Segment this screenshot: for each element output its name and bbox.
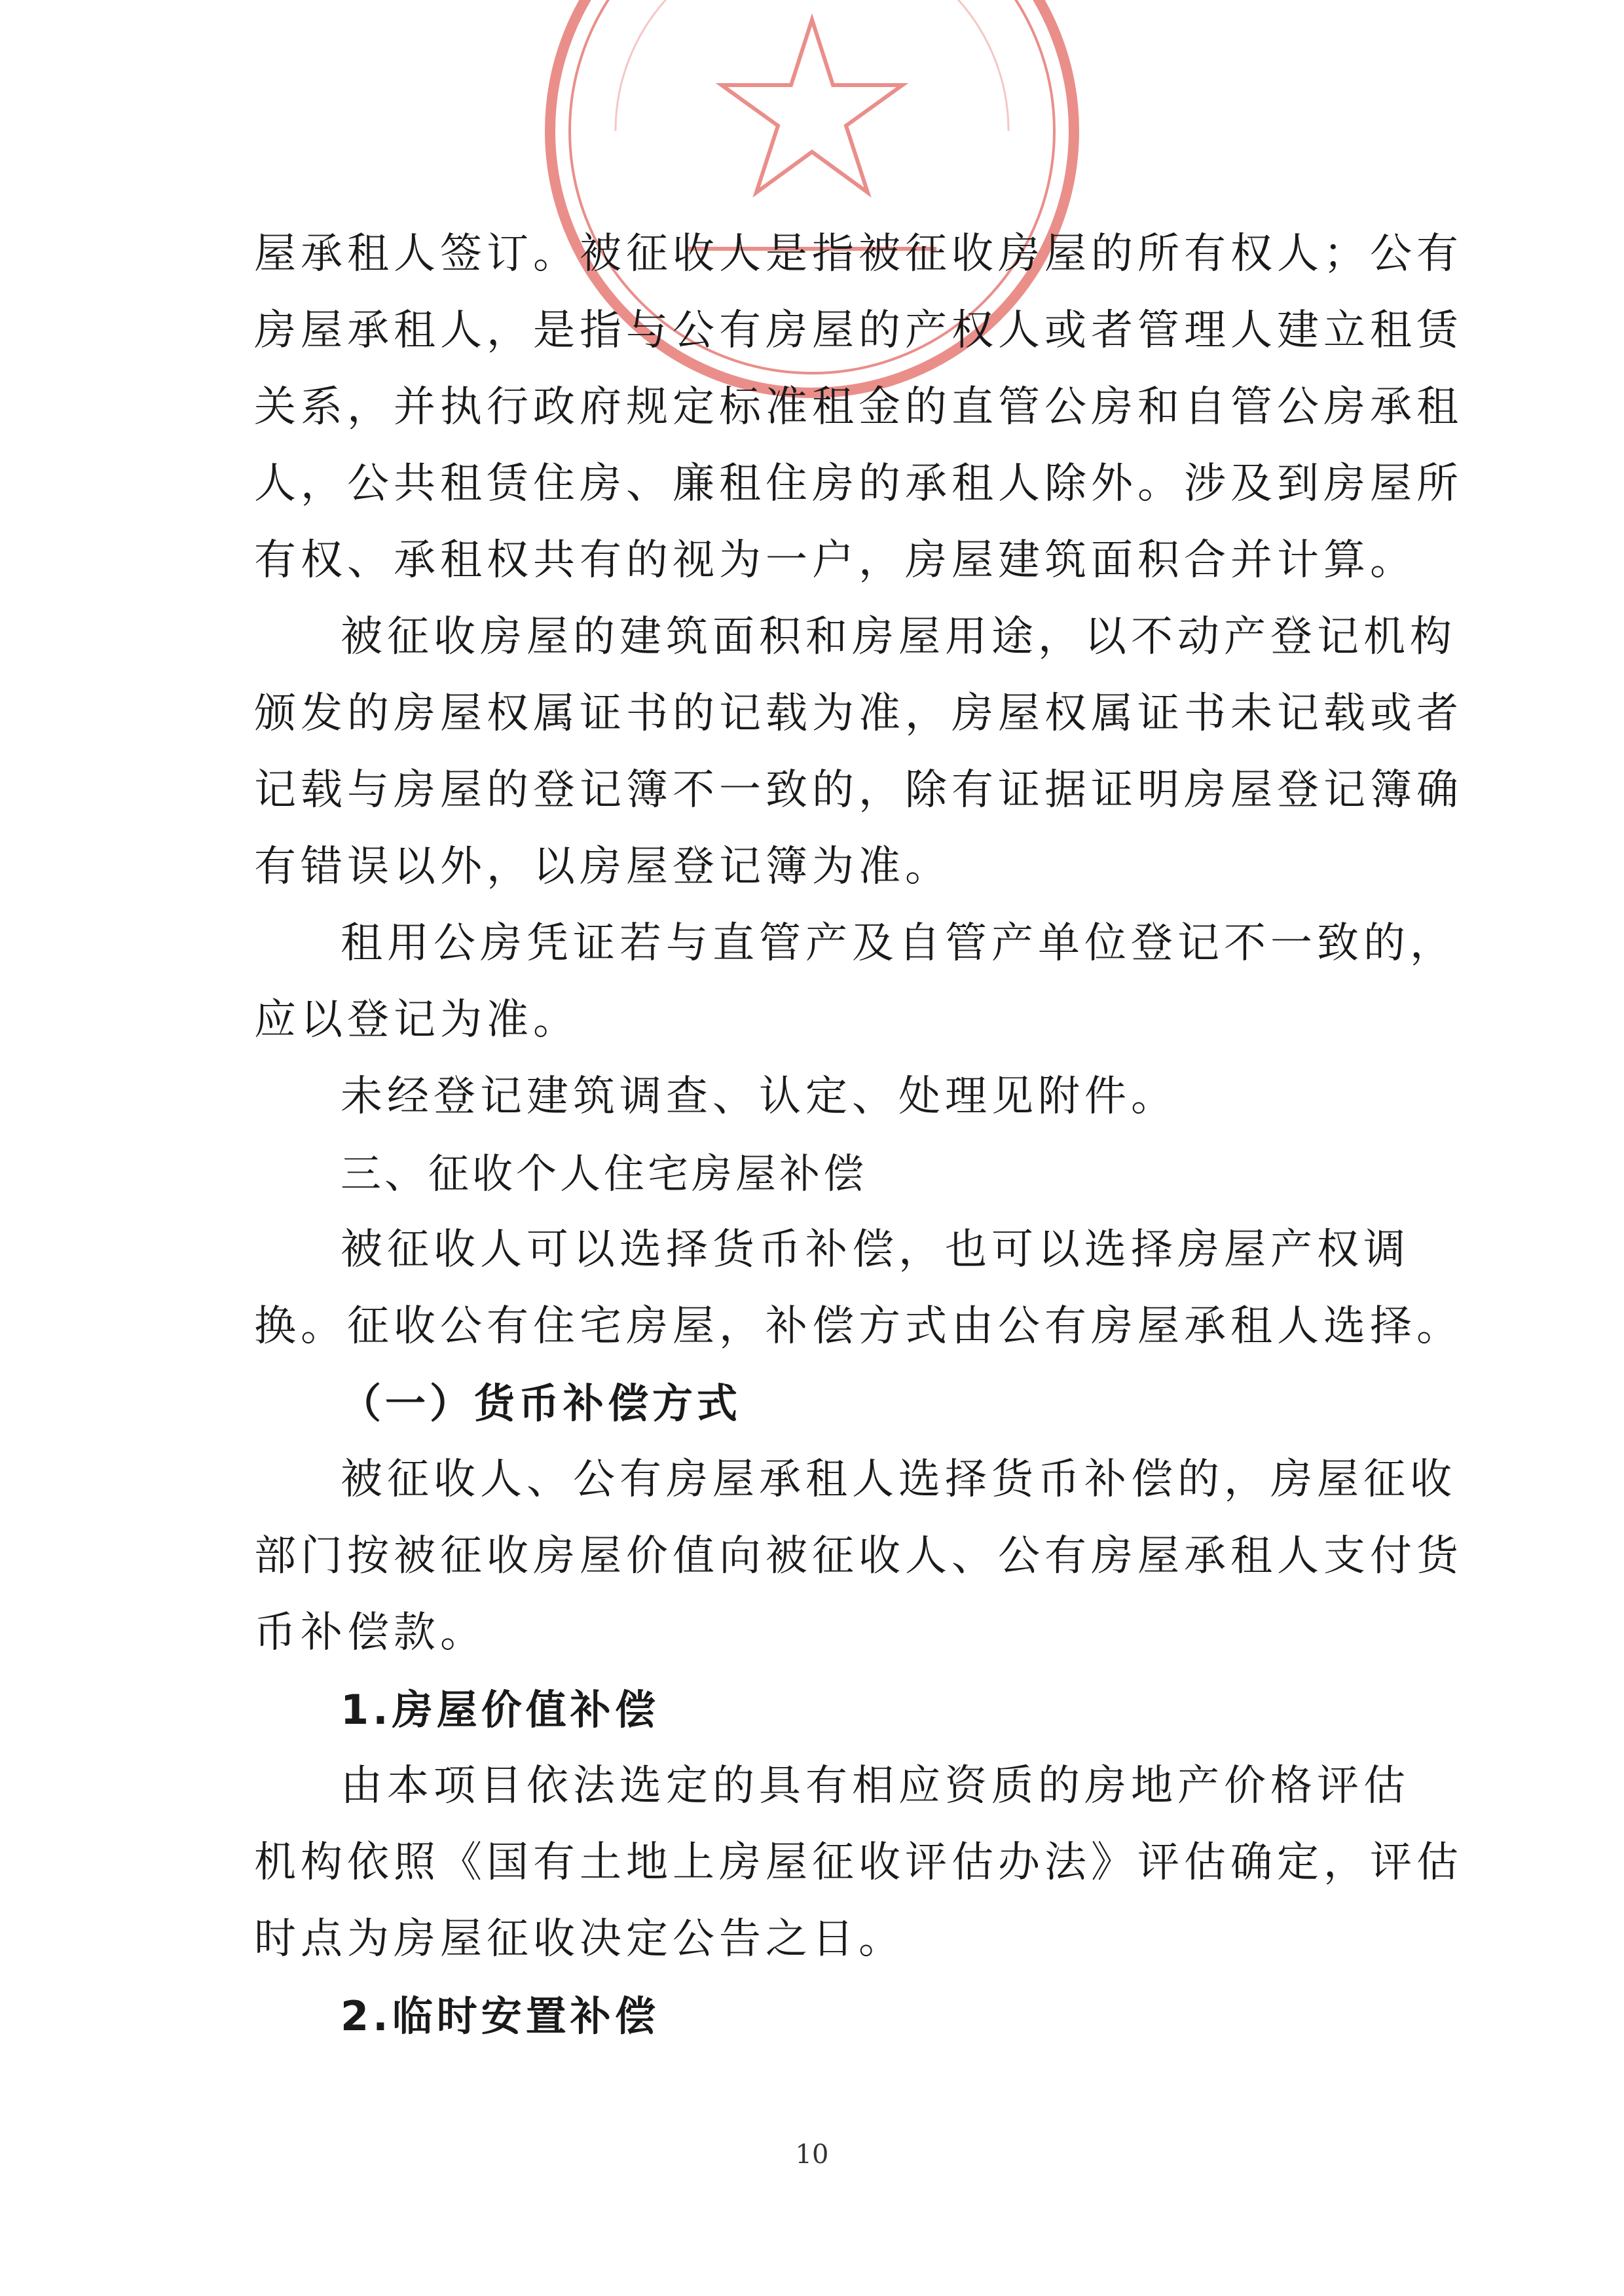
paragraph-line: 颁发的房屋权属证书的记载为准，房屋权属证书未记载或者 — [254, 689, 1463, 738]
paragraph-line: 未经登记建筑调查、认定、处理见附件。 — [341, 1072, 1177, 1121]
paragraph-line: 被征收房屋的建筑面积和房屋用途，以不动产登记机构 — [341, 613, 1456, 661]
paragraph-line: 币补偿款。 — [254, 1609, 487, 1657]
paragraph-line: 租用公房凭证若与直管产及自管产单位登记不一致的， — [341, 919, 1456, 968]
paragraph-line: 记载与房屋的登记簿不一致的，除有证据证明房屋登记簿确 — [254, 766, 1463, 814]
document-body — [254, 216, 1463, 2054]
paragraph-line: 关系，并执行政府规定标准租金的直管公房和自管公房承租 — [254, 383, 1463, 431]
item-heading: 1.房屋价值补偿 — [341, 1686, 659, 1734]
paragraph-line: 人，公共租赁住房、廉租住房的承租人除外。涉及到房屋所 — [254, 460, 1463, 508]
page-number: 10 — [795, 2140, 829, 2170]
paragraph-line: 部门按被征收房屋价值向被征收人、公有房屋承租人支付货 — [254, 1532, 1463, 1580]
paragraph-line: 机构依照《国有土地上房屋征收评估办法》评估确定，评估 — [254, 1838, 1463, 1887]
paragraph-line: 屋承租人签订。被征收人是指被征收房屋的所有权人；公有 — [254, 230, 1463, 278]
paragraph-line: 有错误以外，以房屋登记簿为准。 — [254, 843, 951, 891]
section-heading: 三、征收个人住宅房屋补偿 — [341, 1150, 868, 1197]
paragraph-line: 被征收人、公有房屋承租人选择货币补偿的，房屋征收 — [341, 1455, 1456, 1504]
paragraph-line: 时点为房屋征收决定公告之日。 — [254, 1915, 905, 1963]
paragraph-line: 换。征收公有住宅房屋，补偿方式由公有房屋承租人选择。 — [254, 1302, 1463, 1351]
item-heading: 2.临时安置补偿 — [341, 1992, 659, 2040]
paragraph-line: 房屋承租人，是指与公有房屋的产权人或者管理人建立租赁 — [254, 306, 1463, 355]
paragraph-line: 被征收人可以选择货币补偿，也可以选择房屋产权调 — [341, 1226, 1410, 1274]
paragraph-line: 有权、承租权共有的视为一户，房屋建筑面积合并计算。 — [254, 536, 1416, 585]
paragraph-line: 应以登记为准。 — [254, 996, 580, 1044]
paragraph-line: 由本项目依法选定的具有相应资质的房地产价格评估 — [341, 1762, 1410, 1810]
subsection-heading: （一）货币补偿方式 — [341, 1379, 742, 1427]
